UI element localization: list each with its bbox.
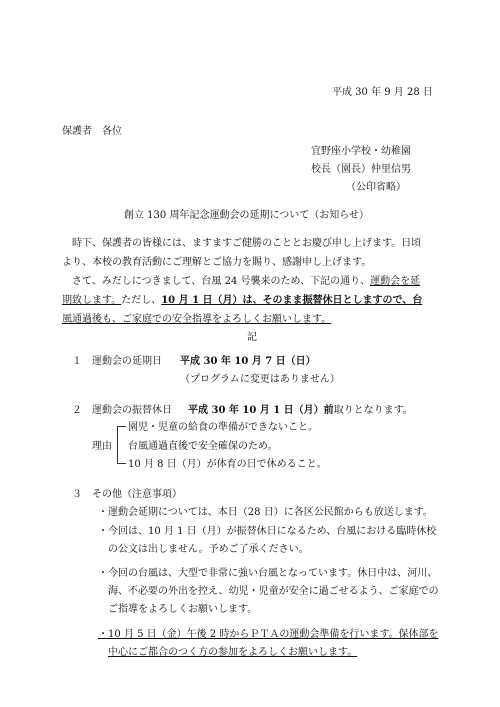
item-1-value: 平成 30 年 10 月 7 日（日） bbox=[180, 356, 316, 367]
body-line-4-text: ただし、 bbox=[121, 295, 162, 306]
item-2-number: ２ bbox=[72, 405, 82, 416]
body-line-2: より、本校の教育活動にご理解とご協力を賜り、感謝申し上げます。 bbox=[62, 257, 372, 268]
sender-name: 校長（園長）仲里信男 bbox=[311, 164, 411, 175]
seal-note: （公印省略） bbox=[346, 182, 406, 193]
body-line-4 bbox=[62, 294, 422, 307]
reason-item: 10 月 8 日（月）が体育の日で休めること。 bbox=[128, 459, 327, 470]
postponement-notice-start: 運動会を延 bbox=[370, 276, 421, 287]
reason-bracket bbox=[117, 426, 126, 464]
postponement-notice-end: 期致します。 bbox=[62, 295, 122, 306]
reason-item: 台風通過直後で安全確保のため。 bbox=[128, 441, 278, 452]
addressee: 保護者 各位 bbox=[62, 126, 122, 137]
notice-bullet-3-line-1: ・今回の台風は、大型で非常に強い台風となっています。休日中は、河川、 bbox=[98, 568, 438, 579]
item-2-value-rest: 取りとなります。 bbox=[333, 405, 413, 416]
body-line-3-text: さて、みだしにつきまして、台風 24 号襲来のため、下記の通り、 bbox=[72, 276, 371, 287]
item-2-value bbox=[188, 404, 413, 417]
holiday-notice-start: 10 月 1 日（月）は、そのまま振替休日としますので、台 bbox=[161, 295, 423, 306]
reason-item: 園児・児童の給食の準備ができないこと。 bbox=[128, 422, 318, 433]
item-1-number: １ bbox=[72, 356, 82, 367]
reason-label: 理由 bbox=[92, 441, 112, 452]
document-title: 創立 130 周年記念運動会の延期について（お知らせ） bbox=[124, 210, 369, 221]
notice-bullet-3-line-2: 海、不必要の外出を控え、幼児・児童が安全に過ごせるよう、ご家庭での bbox=[108, 586, 439, 597]
body-line-1: 時下、保護者の皆様には、ますますご健勝のこととお慶び申し上げます。日頃 bbox=[72, 238, 422, 249]
item-2-value-date: 平成 30 年 10 月 1 日（月）前 bbox=[188, 405, 334, 416]
notice-bullet-4-line-2: 中心にご都合のつく方の参加をよろしくお願いします。 bbox=[108, 647, 358, 658]
notice-bullet-2-line-1: ・今回は、10 月 1 日（月）が振替休日になるため、台風における臨時休校 bbox=[98, 526, 437, 537]
ki-heading: 記 bbox=[247, 332, 257, 343]
sender-organization: 宜野座小学校・幼稚園 bbox=[311, 146, 411, 157]
holiday-notice-end: 風通過後も、ご家庭での安全指導をよろしくお願いします。 bbox=[62, 314, 332, 325]
item-3-number: ３ bbox=[72, 489, 82, 500]
item-1-note: （プログラムに変更はありません） bbox=[180, 374, 340, 385]
item-3-label: その他（注意事項） bbox=[92, 489, 182, 500]
body-line-5 bbox=[62, 313, 331, 326]
notice-bullet-4-line-1: ・10 月 5 日（金）午後 2 時からＰＴＡの運動会準備を行います。保体部を bbox=[98, 629, 439, 640]
notice-bullet-2-line-2: の公文は出しません。予めご了承ください。 bbox=[108, 544, 309, 555]
body-line-3 bbox=[72, 275, 420, 288]
notice-bullet-1: ・運動会延期については、本日（28 日）に各区公民館からも放送します。 bbox=[98, 507, 433, 518]
notice-bullet-3-line-3: ご指導をよろしくお願いします。 bbox=[108, 604, 258, 615]
item-1-label: 運動会の延期日 bbox=[92, 356, 162, 367]
item-2-label: 運動会の振替休日 bbox=[92, 405, 172, 416]
document-date: 平成 30 年 9 月 28 日 bbox=[332, 87, 433, 98]
